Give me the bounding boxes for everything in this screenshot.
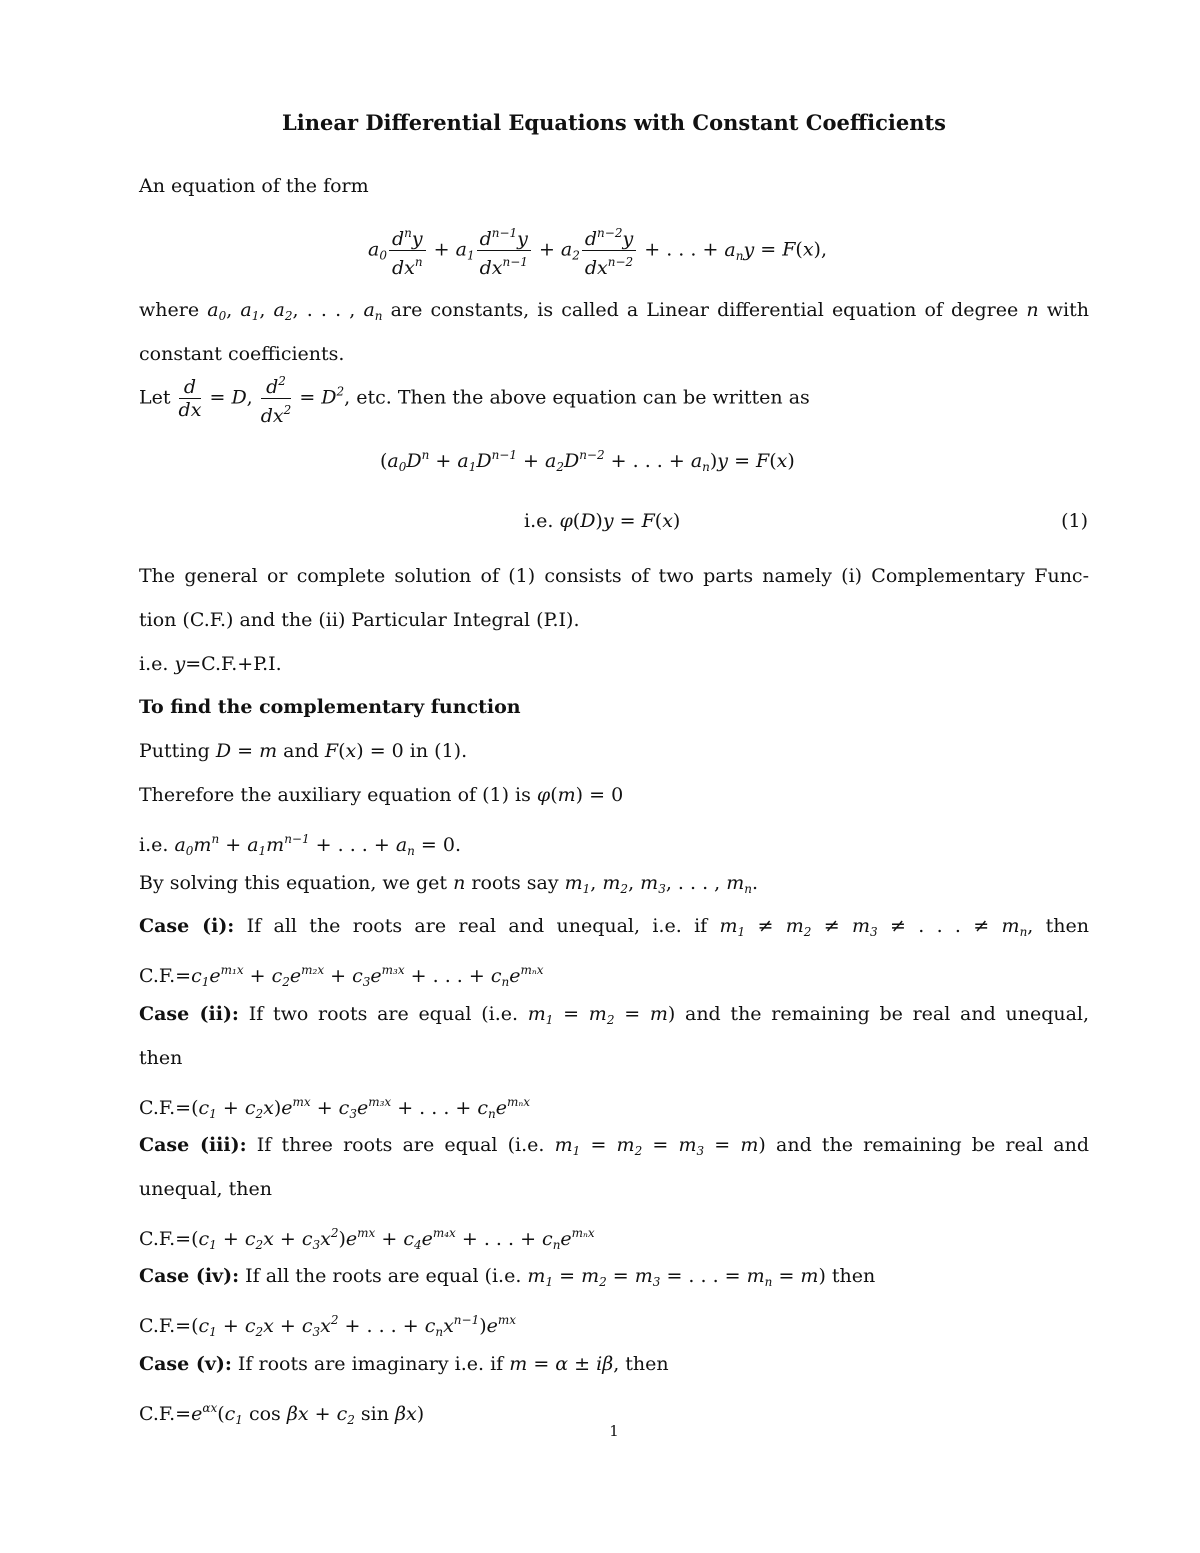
solving-line: By solving this equation, we get n roots say $m_1$, $m_2$, $m_3$, . . . , $m_n$.: [139, 872, 759, 896]
case-3-cf: $C.F.=(c_1 + c_2x + c_3x^2)e^{mx} + c_4e^{m_4x}$ + . . . + $c_ne^{m_nx}$: [139, 1226, 595, 1252]
cf-prefix: C.F.=: [139, 1315, 192, 1337]
putting-word: Putting: [139, 740, 210, 762]
equation-operator: ($a_0D^n + a_1D^{n-1} + a_2D^{n-2}$ + . . . + $a_n)y = F(x)$: [380, 448, 795, 474]
case-5-text: If roots are imaginary i.e. if: [237, 1353, 504, 1375]
cf-prefix: C.F.=: [139, 965, 192, 987]
heading-complementary-function: To find the complementary function: [139, 696, 521, 718]
case-3-line: Case (iii): If three roots are equal (i.e. $m_1 = m_2 = m_3 = m$) and the remaining be real and: [139, 1134, 1089, 1158]
aux-text: Therefore the auxiliary equation of (1) is: [139, 784, 531, 806]
let-word: Let: [139, 386, 171, 409]
general-line-2: tion (C.F.) and the (ii) Particular Integral (P.I).: [139, 609, 580, 631]
auxiliary-expanded-line: i.e. $a_0m^n + a_1m^{n-1}$ + . . . + $a_n = 0$.: [139, 832, 462, 858]
where-text: are constants, is called a Linear differential equation of degree: [390, 299, 1019, 321]
case-5-line: Case (v): If roots are imaginary i.e. if m = α ± iβ, then: [139, 1353, 669, 1375]
solving-roots: roots say: [471, 872, 559, 894]
case-3-text: If three roots are equal (i.e.: [256, 1134, 545, 1156]
case-2-then: then: [139, 1047, 183, 1069]
case-3-rest: ) and the remaining be real and: [758, 1134, 1089, 1156]
case-1-text: If all the roots are real and unequal, i.e. if: [246, 915, 708, 937]
general-line-1: The general or complete solution of (1) consists of two parts namely (i) Complementary Func-: [139, 565, 1089, 587]
equation-general: $a_0$ $\frac{d^ny}{dx^n}$ + $a_1$ $\frac{d^{n-1}y}{dx^{n-1}}$ + $a_2$ $\frac{d^{n-2}y}{dx^{n-2}}$ + . . . + $a_ny = F(x)$,: [368, 222, 827, 279]
cf-prefix: C.F.=: [139, 1228, 192, 1250]
let-line: Let $\frac{d}{dx}$ = D, $\frac{d^2}{dx^2}$ = $D^2$, etc. Then the above equation can be written as: [139, 370, 810, 427]
equation-number: (1): [1061, 510, 1088, 532]
putting-in: in (1).: [409, 740, 468, 762]
putting-and: and: [283, 740, 319, 762]
eq-ie-label: i.e.: [524, 510, 554, 532]
cf-prefix: C.F.=: [139, 1097, 192, 1119]
case-4-label: Case (iv):: [139, 1265, 240, 1287]
where-with: with: [1046, 299, 1089, 321]
where-line-2: constant coefficients.: [139, 343, 345, 365]
cf-prefix: C.F.=: [139, 1403, 192, 1425]
intro-text: An equation of the form: [139, 175, 369, 197]
case-2-cf: $C.F.=(c_1 + c_2x)e^{mx} + c_3e^{m_3x}$ + . . . + $c_ne^{m_nx}$: [139, 1095, 531, 1121]
page-number: 1: [609, 1422, 619, 1440]
where-word: where: [139, 299, 200, 321]
putting-line: Putting D = m and F(x) = 0 in (1).: [139, 740, 468, 762]
case-2-text: If two roots are equal (i.e.: [248, 1003, 519, 1025]
aux-ie-label: i.e.: [139, 834, 169, 856]
case-2-line: Case (ii): If two roots are equal (i.e. $m_1 = m_2 = m$) and the remaining be real and unequal,: [139, 1003, 1090, 1027]
ie-cfpi-line: i.e. y=C.F.+P.I.: [139, 653, 282, 675]
case-1-cf: $C.F.=c_1e^{m_1x} + c_2e^{m_2x} + c_3e^{m_3x}$ + . . . + $c_ne^{m_nx}$: [139, 963, 544, 989]
case-3-line-2: unequal, then: [139, 1178, 272, 1200]
case-1-then: then: [1045, 915, 1090, 937]
case-4-cf: $C.F.=(c_1 + c_2x + c_3x^2$ + . . . + $c_nx^{n-1})e^{mx}$: [139, 1313, 517, 1339]
case-3-label: Case (iii):: [139, 1134, 247, 1156]
case-5-label: Case (v):: [139, 1353, 232, 1375]
case-4-text: If all the roots are equal (i.e.: [245, 1265, 522, 1287]
case-5-cf: $C.F.=e^{\alpha x}(c_1$ $\cos \beta x + c_2$ sin βx): [139, 1401, 425, 1427]
where-line-1: where $a_0$, $a_1$, $a_2$, . . . , $a_n$ are constants, is called a Linear differential equation of degree n with: [139, 299, 1089, 323]
page-title: Linear Differential Equations with Constant Coefficients: [281, 110, 946, 135]
case-5-rest: , then: [613, 1353, 669, 1375]
solving-text: By solving this equation, we get: [139, 872, 448, 894]
ie-label: i.e.: [139, 653, 169, 675]
auxiliary-line: Therefore the auxiliary equation of (1) is φ(m) = 0: [139, 784, 624, 806]
case-4-rest: ) then: [818, 1265, 876, 1287]
case-2-rest: ) and the remaining be real and unequal,: [667, 1003, 1090, 1025]
case-2-label: Case (ii):: [139, 1003, 239, 1025]
case-1-line: Case (i): If all the roots are real and unequal, i.e. if $m_1 \ne m_2 \ne m_3$ ≠ . . . ≠ $m_n$, then: [139, 915, 1090, 939]
ie-cfpi: =C.F.+P.I.: [185, 653, 282, 675]
let-rest: etc. Then the above equation can be written as: [356, 386, 810, 409]
equation-phi: i.e. φ(D)y = F(x): [524, 510, 681, 532]
case-4-line: Case (iv): If all the roots are equal (i.e. $m_1 = m_2 = m_3$ = . . . = $m_n = m$) then: [139, 1265, 876, 1289]
case-1-label: Case (i):: [139, 915, 235, 937]
